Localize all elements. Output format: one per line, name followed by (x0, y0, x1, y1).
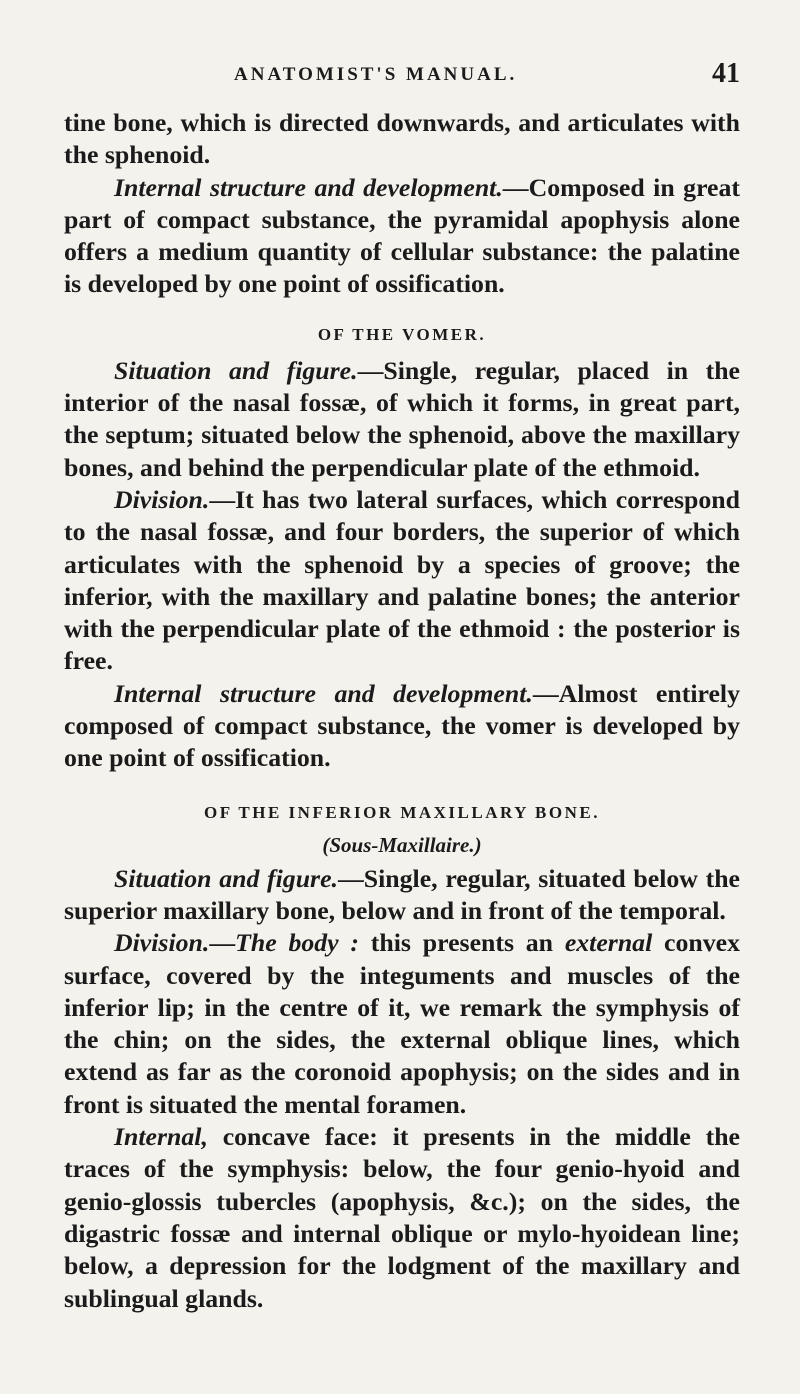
page-number: 41 (712, 58, 740, 89)
maxillary-situation-lead: Situation and figure. (114, 863, 338, 893)
vomer-division-paragraph (64, 484, 740, 678)
maxillary-internal-lead: Internal, (114, 1122, 208, 1152)
palatine-internal-lead: Internal structure and development. (114, 172, 503, 202)
maxillary-division-text-1: this presents an (359, 928, 565, 958)
body-text (64, 107, 740, 1315)
inferior-maxillary-subtitle: (Sous-Maxillaire.) (322, 832, 482, 857)
vomer-division-lead: Division. (114, 484, 210, 514)
vomer-situation-paragraph (64, 355, 740, 484)
maxillary-division-text-2: convex surface, covered by the integuments and muscles of the inferior lip; in the centre of it, we remark the symphysis of the chin; on the sides, the external oblique lines, which extend as far as the coronoid apophysis; on the sides and in front is situated the mental foramen. (64, 928, 740, 1119)
maxillary-external-term: external (564, 928, 653, 958)
vomer-internal-text: —Almost entirely composed of compact substance, the vomer is developed by one point of ossification. (64, 678, 740, 773)
maxillary-division-lead: Division. (114, 928, 210, 958)
vomer-internal-lead: Internal structure and development. (114, 678, 533, 708)
maxillary-situation-text: —Single, regular, situated below the superior maxillary bone, below and in front of the temporal. (64, 863, 740, 925)
maxillary-internal-text: concave face: it presents in the middle the traces of the symphysis: below, the four genio-hyoid and genio-glossis tubercles (apophysis, &c.); on the sides, the digastric fossæ and internal oblique or mylo-hyoidean line; below, a depression for the lodgment of the maxillary and sublingual glands. (64, 1122, 740, 1313)
vomer-internal-paragraph (64, 678, 740, 775)
vomer-situation-lead: Situation and figure. (114, 355, 358, 385)
maxillary-division-dash: — (209, 928, 236, 958)
vomer-heading: OF THE VOMER. (317, 324, 487, 344)
maxillary-body-term: The body : (235, 928, 360, 958)
palatine-internal-text: —Composed in great part of compact substance, the pyramidal apophysis alone offers a medium quantity of cellular substance: the palatine is developed by one point of ossification. (64, 172, 740, 299)
continuation-paragraph (64, 107, 740, 172)
maxillary-division-paragraph (64, 927, 740, 1121)
vomer-situation-text: —Single, regular, placed in the interior of the nasal fossæ, of which it forms, in great part, the septum; situated below the sphenoid, above the maxillary bones, and behind the perpendicular plate of the ethmoid. (64, 355, 740, 482)
palatine-internal-paragraph (64, 172, 740, 301)
inferior-maxillary-heading: OF THE INFERIOR MAXILLARY BONE. (203, 802, 600, 822)
continuation-text: tine bone, which is directed downwards, and articulates with the sphenoid. (64, 108, 740, 170)
maxillary-situation-paragraph (64, 863, 740, 928)
running-header (64, 58, 740, 88)
running-title: ANATOMIST'S MANUAL. (234, 64, 518, 85)
vomer-division-text: —It has two lateral surfaces, which correspond to the nasal fossæ, and four borders, the superior of which articulates with the sphenoid by a species of groove; the inferior, with the maxillary and palatine bones; the anterior with the perpendicular plate of the ethmoid : the posterior is free. (64, 484, 740, 676)
maxillary-internal-paragraph (64, 1121, 740, 1315)
